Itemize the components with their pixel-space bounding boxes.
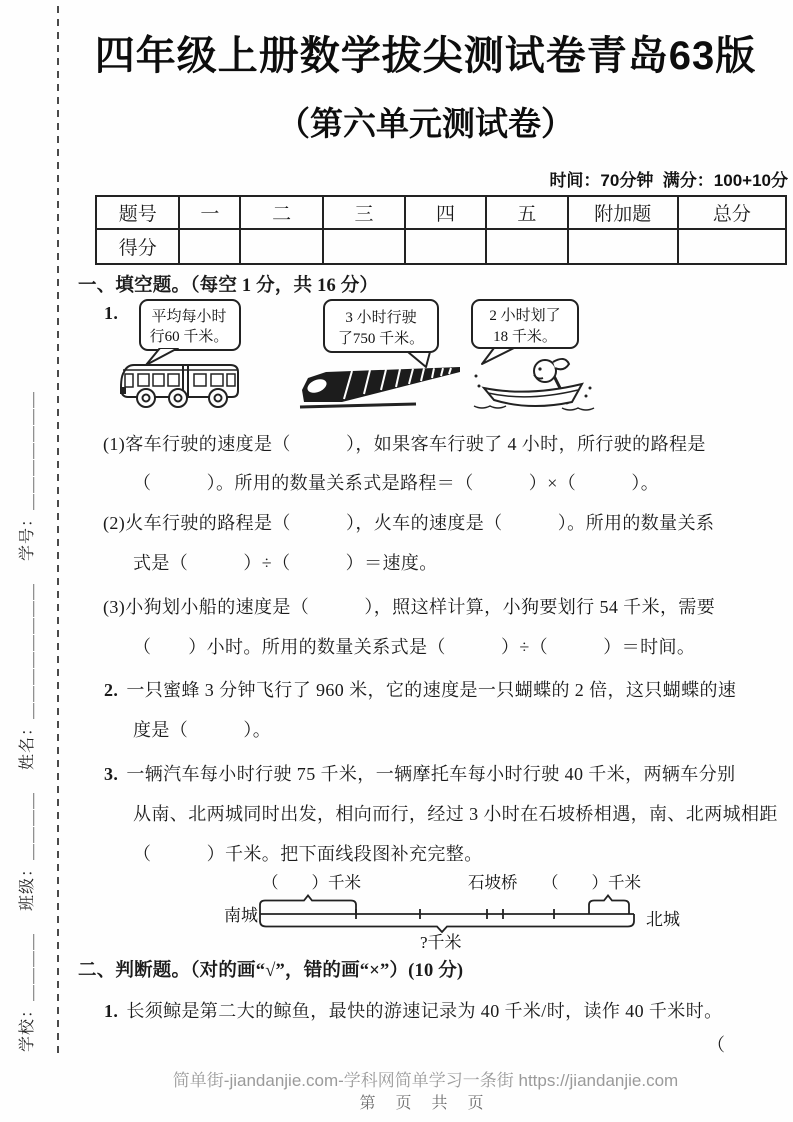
col-header-bonus: 附加题: [568, 196, 678, 229]
boat-bubble-line2: 18 千米。: [493, 329, 557, 345]
score-table: [95, 195, 787, 265]
page-subtitle: （第六单元测试卷）: [277, 105, 574, 142]
score-cell[interactable]: [568, 229, 678, 264]
right-segment-brace: [589, 896, 629, 915]
q1-part1-line1: (1)客车行驶的速度是（ ），如果客车行驶了 4 小时，所行驶的路程是: [103, 434, 706, 454]
footer-watermark: 简单街-jiandanjie.com-学科网简单学习一条街 https://jiandanjie.com: [172, 1071, 679, 1090]
right-distance-label: （ ）千米: [542, 873, 641, 892]
q2-line1: 2. 一只蜜蜂 3 分钟飞行了 960 米，它的速度是一只蝴蝶的 2 倍，这只蝴蝶的速: [104, 680, 737, 700]
q2-line2: 度是（ ）。: [133, 720, 272, 740]
col-header-5: 五: [486, 196, 568, 229]
q1-part3-line2: （ ）小时。所用的数量关系式是（ ）÷（ ）＝时间。: [133, 637, 696, 657]
q2-number: 2.: [104, 680, 119, 700]
student-info-labels: 学校：＿＿＿＿ 班级：＿＿＿＿ 姓名：＿＿＿＿＿＿＿＿ 学号：＿＿＿＿＿＿＿: [19, 390, 36, 1052]
rowing-dog-icon: [474, 359, 594, 410]
q3-number: 3.: [104, 764, 119, 784]
table-row: [96, 229, 786, 264]
q1-part1-line2: （ ）。所用的数量关系式是路程＝（ ）×（ ）。: [133, 473, 660, 493]
page-title: 四年级上册数学拔尖测试卷青岛63版: [94, 34, 757, 78]
north-city-label: 北城: [646, 910, 680, 929]
margin-dashed-line: [57, 6, 59, 1058]
boat-figure: [468, 298, 600, 423]
q3-line2: 从南、北两城同时出发，相向而行，经过 3 小时在石坡桥相遇，南、北两城相距: [133, 804, 778, 824]
col-header-4: 四: [405, 196, 486, 229]
score-cell[interactable]: [179, 229, 240, 264]
col-header-3: 三: [323, 196, 405, 229]
bus-figure: [116, 298, 246, 423]
train-icon: [300, 367, 460, 407]
score-cell[interactable]: [240, 229, 323, 264]
table-row: [96, 196, 786, 229]
bridge-label: 石坡桥: [468, 873, 518, 892]
train-bubble-line1: 3 小时行驶: [345, 310, 417, 326]
q3-line1: 3. 一辆汽车每小时行驶 75 千米，一辆摩托车每小时行驶 40 千米，两辆车分别: [104, 764, 736, 784]
col-header-1: 一: [179, 196, 240, 229]
train-figure: [296, 298, 468, 423]
bus-bubble-line2: 行60 千米。: [149, 329, 229, 345]
col-header-qnum: 题号: [96, 196, 179, 229]
q3-line3: （ ）千米。把下面线段图补充完整。: [133, 844, 483, 864]
section1-heading: 一、填空题。（每空 1 分，共 16 分）: [78, 276, 379, 296]
boat-bubble-line1: 2 小时划了: [489, 308, 561, 324]
judge-q1: 1. 长须鲸是第二大的鲸鱼，最快的游速记录为 40 千米/时，读作 40 千米时。: [104, 1001, 723, 1021]
train-bubble-line2: 了750 千米。: [337, 331, 425, 347]
q1-part3-line1: (3)小狗划小船的速度是（ ），照这样计算，小狗要划行 54 千米，需要: [103, 597, 716, 617]
q1-number: 1.: [104, 303, 119, 323]
judge-q1-number: 1.: [104, 1001, 119, 1021]
page-number: 第 页 共 页: [359, 1095, 492, 1112]
bus-icon: [121, 365, 238, 407]
left-distance-label: （ ）千米: [262, 873, 361, 892]
south-city-label: 南城: [224, 906, 258, 925]
col-header-2: 二: [240, 196, 323, 229]
bus-bubble-line1: 平均每小时: [151, 309, 227, 325]
judge-q1-answer-paren: （: [707, 1035, 726, 1055]
section2-heading: 二、判断题。（对的画“√”，错的画“×”）(10 分): [78, 961, 464, 981]
score-cell[interactable]: [323, 229, 405, 264]
q1-part2-line1: (2)火车行驶的路程是（ ），火车的速度是（ ）。所用的数量关系: [103, 513, 715, 533]
score-cell[interactable]: [678, 229, 786, 264]
line-segment-diagram: [222, 868, 692, 957]
time-score-info: 时间：70分钟 满分：100+10分: [549, 171, 788, 190]
left-segment-brace: [260, 896, 356, 915]
total-distance-label: ?千米: [420, 933, 462, 952]
col-header-total: 总分: [678, 196, 786, 229]
score-row-label: 得分: [96, 229, 179, 264]
total-distance-brace: [260, 914, 634, 932]
score-cell[interactable]: [405, 229, 486, 264]
score-cell[interactable]: [486, 229, 568, 264]
q1-part2-line2: 式是（ ）÷（ ）＝速度。: [133, 553, 438, 573]
